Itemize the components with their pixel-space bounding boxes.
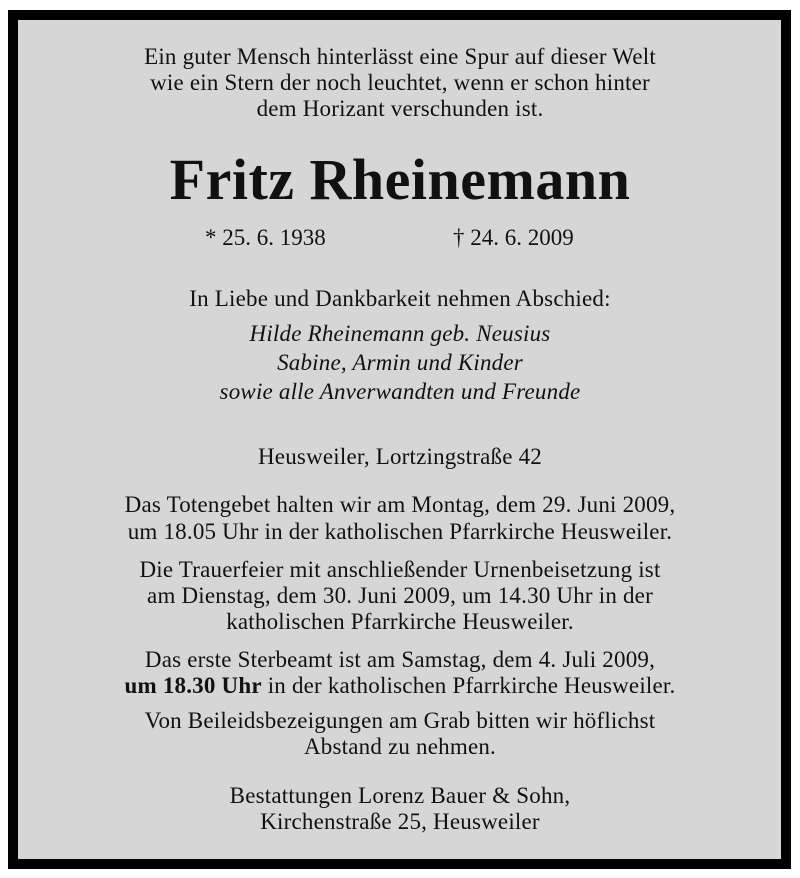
mourner-line: sowie alle Anverwandten und Freunde [219, 379, 581, 404]
birth-date: * 25. 6. 1938 [205, 225, 326, 250]
condolence-line: Von Beileidsbezeigungen am Grab bitten wir höflichst [144, 708, 656, 733]
mass-line [0, 673, 800, 699]
motto-line: dem Horizant verschunden ist. [256, 96, 544, 121]
deceased-name: Fritz Rheinemann [169, 147, 631, 212]
motto-line: wie ein Stern der noch leuchtet, wenn er schon hinter [150, 70, 650, 95]
mourner-line: Sabine, Armin und Kinder [277, 350, 523, 375]
death-date: † 24. 6. 2009 [453, 225, 574, 250]
prayer-line: Das Totengebet halten wir am Montag, dem 29. Juni 2009, [124, 492, 676, 517]
funeral-line: Die Trauerfeier mit anschließender Urnenbeisetzung ist [139, 557, 661, 582]
family-address: Heusweiler, Lortzingstraße 42 [258, 444, 542, 469]
mourner-line: Hilde Rheinemann geb. Neusius [249, 321, 551, 346]
funeral-line: am Dienstag, dem 30. Juni 2009, um 14.30 Uhr in der [147, 583, 653, 608]
undertaker-line: Kirchenstraße 25, Heusweiler [260, 809, 540, 834]
mass-location: in der katholischen Pfarrkirche Heusweiler. [261, 673, 676, 698]
undertaker-line: Bestattungen Lorenz Bauer & Sohn, [229, 783, 571, 808]
funeral-line: katholischen Pfarrkirche Heusweiler. [226, 609, 574, 634]
farewell-intro: In Liebe und Dankbarkeit nehmen Abschied: [189, 286, 611, 311]
prayer-line: um 18.05 Uhr in der katholischen Pfarrkirche Heusweiler. [127, 519, 673, 544]
motto-line: Ein guter Mensch hinterlässt eine Spur auf dieser Welt [144, 44, 656, 69]
mass-time: um 18.30 Uhr [124, 673, 262, 698]
mass-line: Das erste Sterbeamt ist am Samstag, dem 4. Juli 2009, [144, 647, 656, 672]
condolence-line: Abstand zu nehmen. [303, 734, 497, 759]
